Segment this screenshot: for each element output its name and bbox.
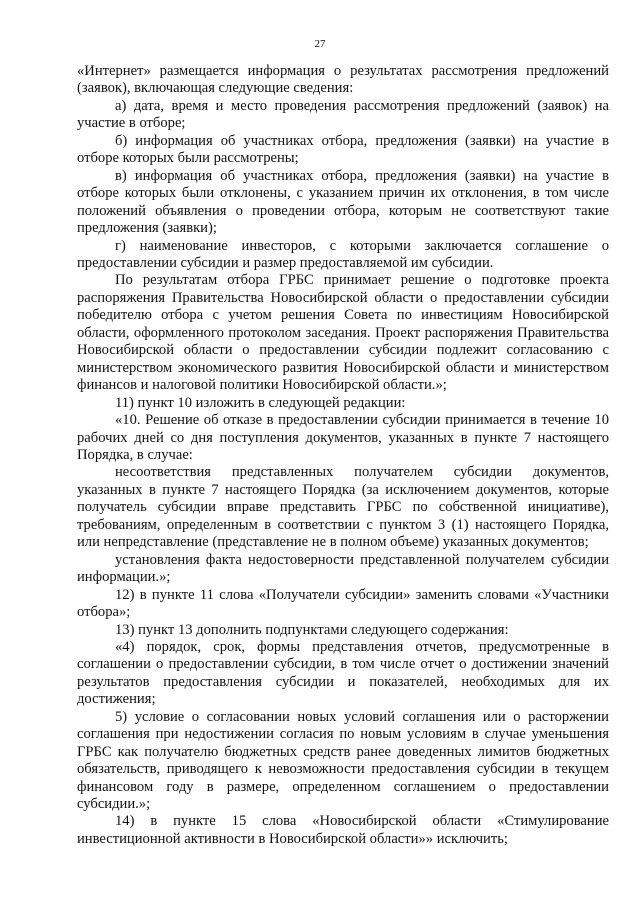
document-body [77,63,609,848]
paragraph: а) дата, время и место проведения рассмотрения предложений (заявок) на участие в отборе; [77,97,609,132]
paragraph: г) наименование инвесторов, с которыми заключается соглашение о предоставлении субсидии и размер предоставляемой им субсидии. [77,237,609,271]
paragraph: По результатам отбора ГРБС принимает решение о подготовке проекта распоряжения Правительства Новосибирской области о предоставлении субсидии победителю отбора с учетом решения Совета по инвестициям Новосибирской области, оформленного протоколом заседания. Проект распоряжения Правительства Новосибирской области о предоставлении субсидии подлежит согласованию с министерством экономического развития Новосибирской области и министерством финансов и налоговой политики Новосибирской области.»; [77,272,609,394]
paragraph: 12) в пункте 11 слова «Получатели субсидии» заменить словами «Участники отбора»; [77,586,609,621]
paragraph: 14) в пункте 15 слова «Новосибирской области «Стимулирование инвестиционной активности в Новосибирской области»» исключить; [77,813,609,847]
paragraph: б) информация об участниках отбора, предложения (заявки) на участие в отборе которых были рассмотрены; [77,132,609,167]
paragraph: в) информация об участниках отбора, предложения (заявки) на участие в отборе которых были отклонены, с указанием причин их отклонения, в том числе положений объявления о проведении отбора, которым не соответствуют такие предложения (заявки); [77,167,609,237]
paragraph: 13) пункт 13 дополнить подпунктами следующего содержания: [115,621,509,638]
page-number: 27 [314,38,326,50]
paragraph: 5) условие о согласовании новых условий соглашения или о расторжении соглашения при недостижении согласия по новым условиям в случае уменьшения ГРБС как получателю бюджетных средств ранее доведенных лимитов бюджетных обязательств, приводящего к невозможности предоставления субсидии в текущем финансовом году в размере, определенном соглашением о предоставлении субсидии.»; [77,708,609,813]
paragraph: установления факта недостоверности представленной получателем субсидии информации.»; [77,551,609,586]
paragraph: «4) порядок, срок, формы представления отчетов, предусмотренные в соглашении о предоставлении субсидии, в том числе отчет о достижении значений результатов предоставления субсидии и показателей, необходимых для их достижения; [77,638,609,708]
paragraph: несоответствия представленных получателем субсидии документов, указанных в пункте 7 настоящего Порядка (за исключением документов, которые получатель субсидии вправе представить ГРБС по собственной инициативе), требованиям, определенным в соответствии с пунктом 3 (1) настоящего Порядка, или непредставление (представление не в полном объеме) указанных документов; [77,464,609,551]
paragraph: «Интернет» размещается информация о результатах рассмотрения предложений (заявок), включающая следующие сведения: [77,63,609,97]
paragraph: 11) пункт 10 изложить в следующей редакции: [115,394,406,411]
paragraph: «10. Решение об отказе в предоставлении субсидии принимается в течение 10 рабочих дней со дня поступления документов, указанных в пункте 7 настоящего Порядка, в случае: [77,412,609,463]
